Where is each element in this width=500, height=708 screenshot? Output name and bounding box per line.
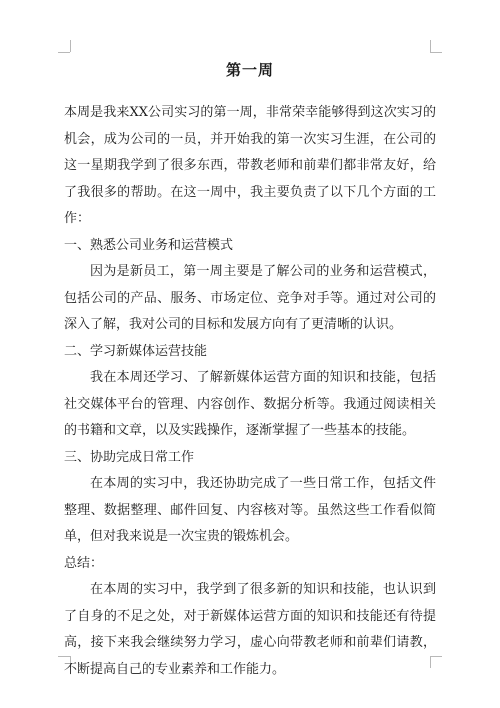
document-title: 第一周 bbox=[225, 61, 274, 79]
document-body bbox=[64, 58, 436, 683]
section-body-3: 在本周的实习中，我还协助完成了一些日常工作，包括文件整理、数据整理、邮件回复、内容核对等。虽然这些工作看似简单，但对我来说是一次宝贵的锻炼机会。 bbox=[64, 476, 436, 544]
crop-mark bbox=[430, 52, 442, 53]
section-body-2: 我在本周还学习、了解新媒体运营方面的知识和技能，包括社交媒体平台的管理、内容创作、数据分析等。我通过阅读相关的书籍和文章，以及实践操作，逐渐掌握了一些基本的技能。 bbox=[64, 370, 436, 438]
section-heading-1: 一、熟悉公司业务和运营模式 bbox=[64, 237, 234, 253]
section-heading-2: 二、学习新媒体运营技能 bbox=[64, 343, 208, 359]
intro-paragraph: 本周是我来XX公司实习的第一周，非常荣幸能够得到这次实习的机会，成为公司的一员，并开始我的第一次实习生涯，在公司的这一星期我学到了很多东西，带教老师和前辈们都非常友好，给了我很多的帮助。在这一周中，我主要负责了以下几个方面的工作： bbox=[64, 105, 436, 226]
crop-mark bbox=[58, 52, 70, 53]
section-body-1: 因为是新员工，第一周主要是了解公司的业务和运营模式，包括公司的产品、服务、市场定位、竞争对手等。通过对公司的深入了解，我对公司的目标和发展方向有了更清晰的认识。 bbox=[64, 264, 436, 332]
section-heading-3: 三、协助完成日常工作 bbox=[64, 449, 195, 465]
crop-mark bbox=[70, 40, 71, 52]
crop-mark bbox=[430, 40, 431, 52]
summary-heading: 总结： bbox=[64, 555, 104, 571]
summary-body: 在本周的实习中，我学到了很多新的知识和技能，也认识到了自身的不足之处，对于新媒体运营方面的知识和技能还有待提高，接下来我会继续努力学习，虚心向带教老师和前辈们请教，不断提高自己的专业素养和工作能力。 bbox=[64, 582, 436, 677]
